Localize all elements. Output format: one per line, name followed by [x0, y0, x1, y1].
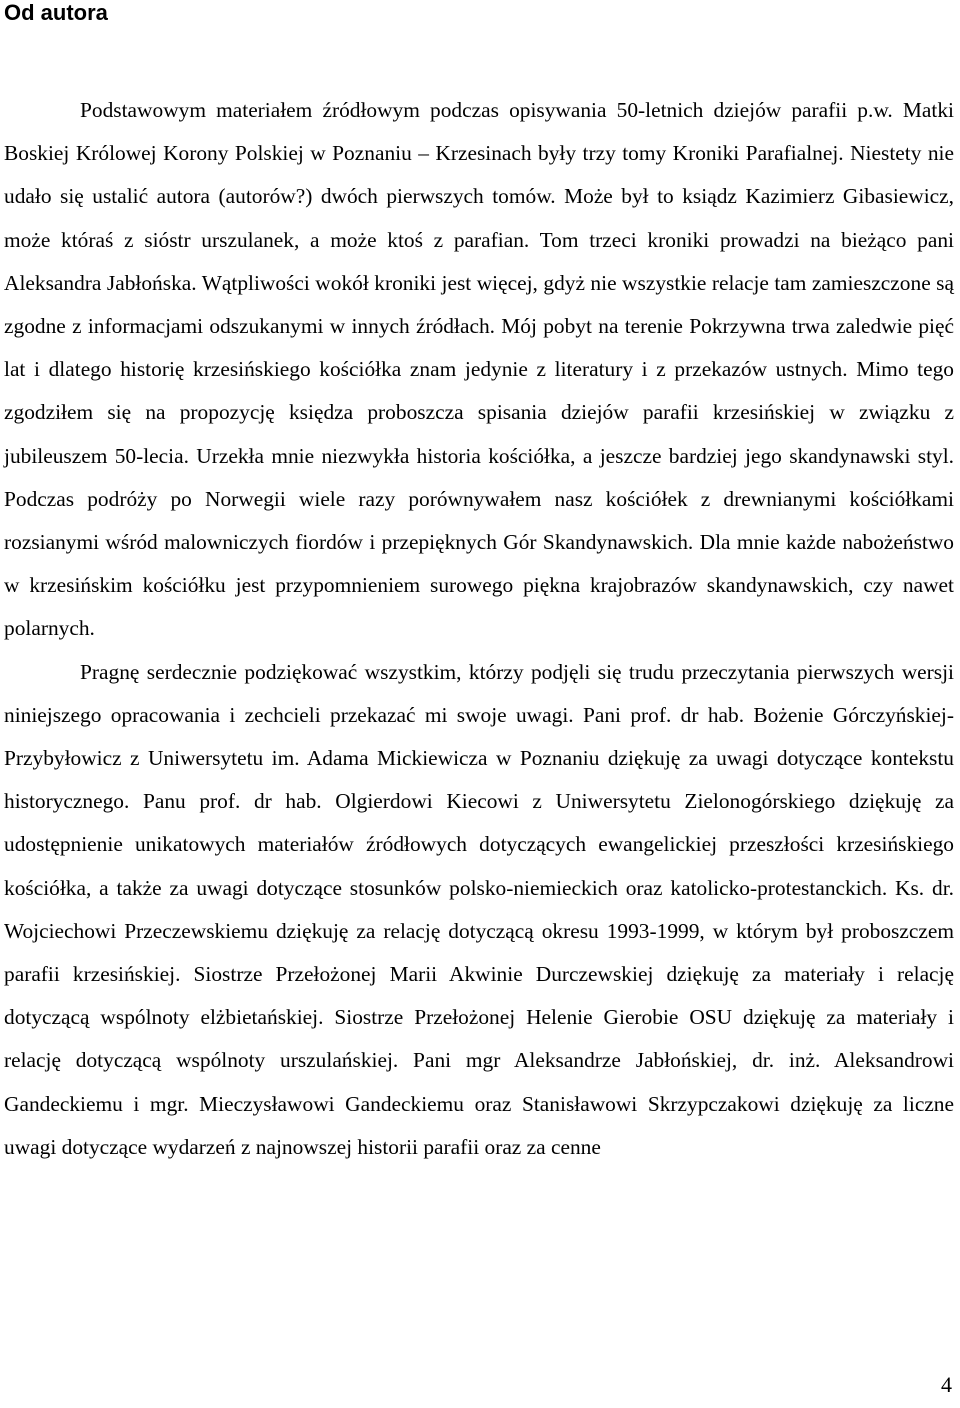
paragraph-sources: Podstawowym materiałem źródłowym podczas opisywania 50-letnich dziejów parafii p.w. Matki Boskiej Królowej Korony Polskiej w Poznaniu – Krzesinach były trzy tomy Kroniki Parafialnej. Niestety nie udało się ustalić autora (autorów?) dwóch pierwszych tomów. Może był to ksiądz Kazimierz Gibasiewicz, może któraś z sióstr urszulanek, a może ktoś z parafian. Tom trzeci kroniki prowadzi na bieżąco pani Aleksandra Jabłońska. Wątpliwości wokół kroniki jest więcej, gdyż nie wszystkie relacje tam zamieszczone są zgodne z informacjami odszukanymi w innych źródłach. Mój pobyt na terenie Pokrzywna trwa zaledwie pięć lat i dlatego historię krzesińskiego kościółka znam jedynie z literatury i z przekazów ustnych. Mimo tego zgodziłem się na propozycję księdza proboszcza spisania dziejów parafii krzesińskiej w związku z jubileuszem 50-lecia. Urzekła mnie niezwykła historia kościółka, a jeszcze bardziej jego skandynawski styl. Podczas podróży po Norwegii wiele razy porównywałem nasz kościółek z drewnianymi kościółkami rozsianymi wśród malowniczych fiordów i przepięknych Gór Skandynawskich. Dla mnie każde nabożeństwo w krzesińskim kościółku jest przypomnieniem surowego piękna krajobrazów skandynawskich, czy nawet polarnych. — [4, 98, 954, 641]
page-title: Od autora — [4, 0, 108, 25]
page-number: 4 — [941, 1372, 952, 1397]
document-page — [4, 0, 954, 1169]
paragraph-acknowledgements: Pragnę serdecznie podziękować wszystkim, którzy podjęli się trudu przeczytania pierwszych wersji niniejszego opracowania i zechcieli przekazać mi swoje uwagi. Pani prof. dr hab. Bożenie Górczyńskiej-Przybyłowicz z Uniwersytetu im. Adama Mickiewicza w Poznaniu dziękuję za uwagi dotyczące kontekstu historycznego. Panu prof. dr hab. Olgierdowi Kiecowi z Uniwersytetu Zielonogórskiego dziękuję za udostępnienie unikatowych materiałów źródłowych dotyczących ewangelickiej przeszłości krzesińskiego kościółka, a także za uwagi dotyczące stosunków polsko-niemieckich oraz katolicko-protestanckich. Ks. dr. Wojciechowi Przeczewskiemu dziękuję za relację dotyczącą okresu 1993-1999, w którym był proboszczem parafii krzesińskiej. Siostrze Przełożonej Marii Akwinie Durczewskiej dziękuję za materiały i relację dotyczącą wspólnoty elżbietańskiej. Siostrze Przełożonej Helenie Gierobie OSU dziękuję za materiały i relację dotyczącą wspólnoty urszulańskiej. Pani mgr Aleksandrze Jabłońskiej, dr. inż. Aleksandrowi Gandeckiemu i mgr. Mieczysławowi Gandeckiemu oraz Stanisławowi Skrzypczakowi dziękuję za liczne uwagi dotyczące wydarzeń z najnowszej historii parafii oraz za cenne — [4, 659, 954, 1159]
body-text — [4, 89, 954, 1169]
